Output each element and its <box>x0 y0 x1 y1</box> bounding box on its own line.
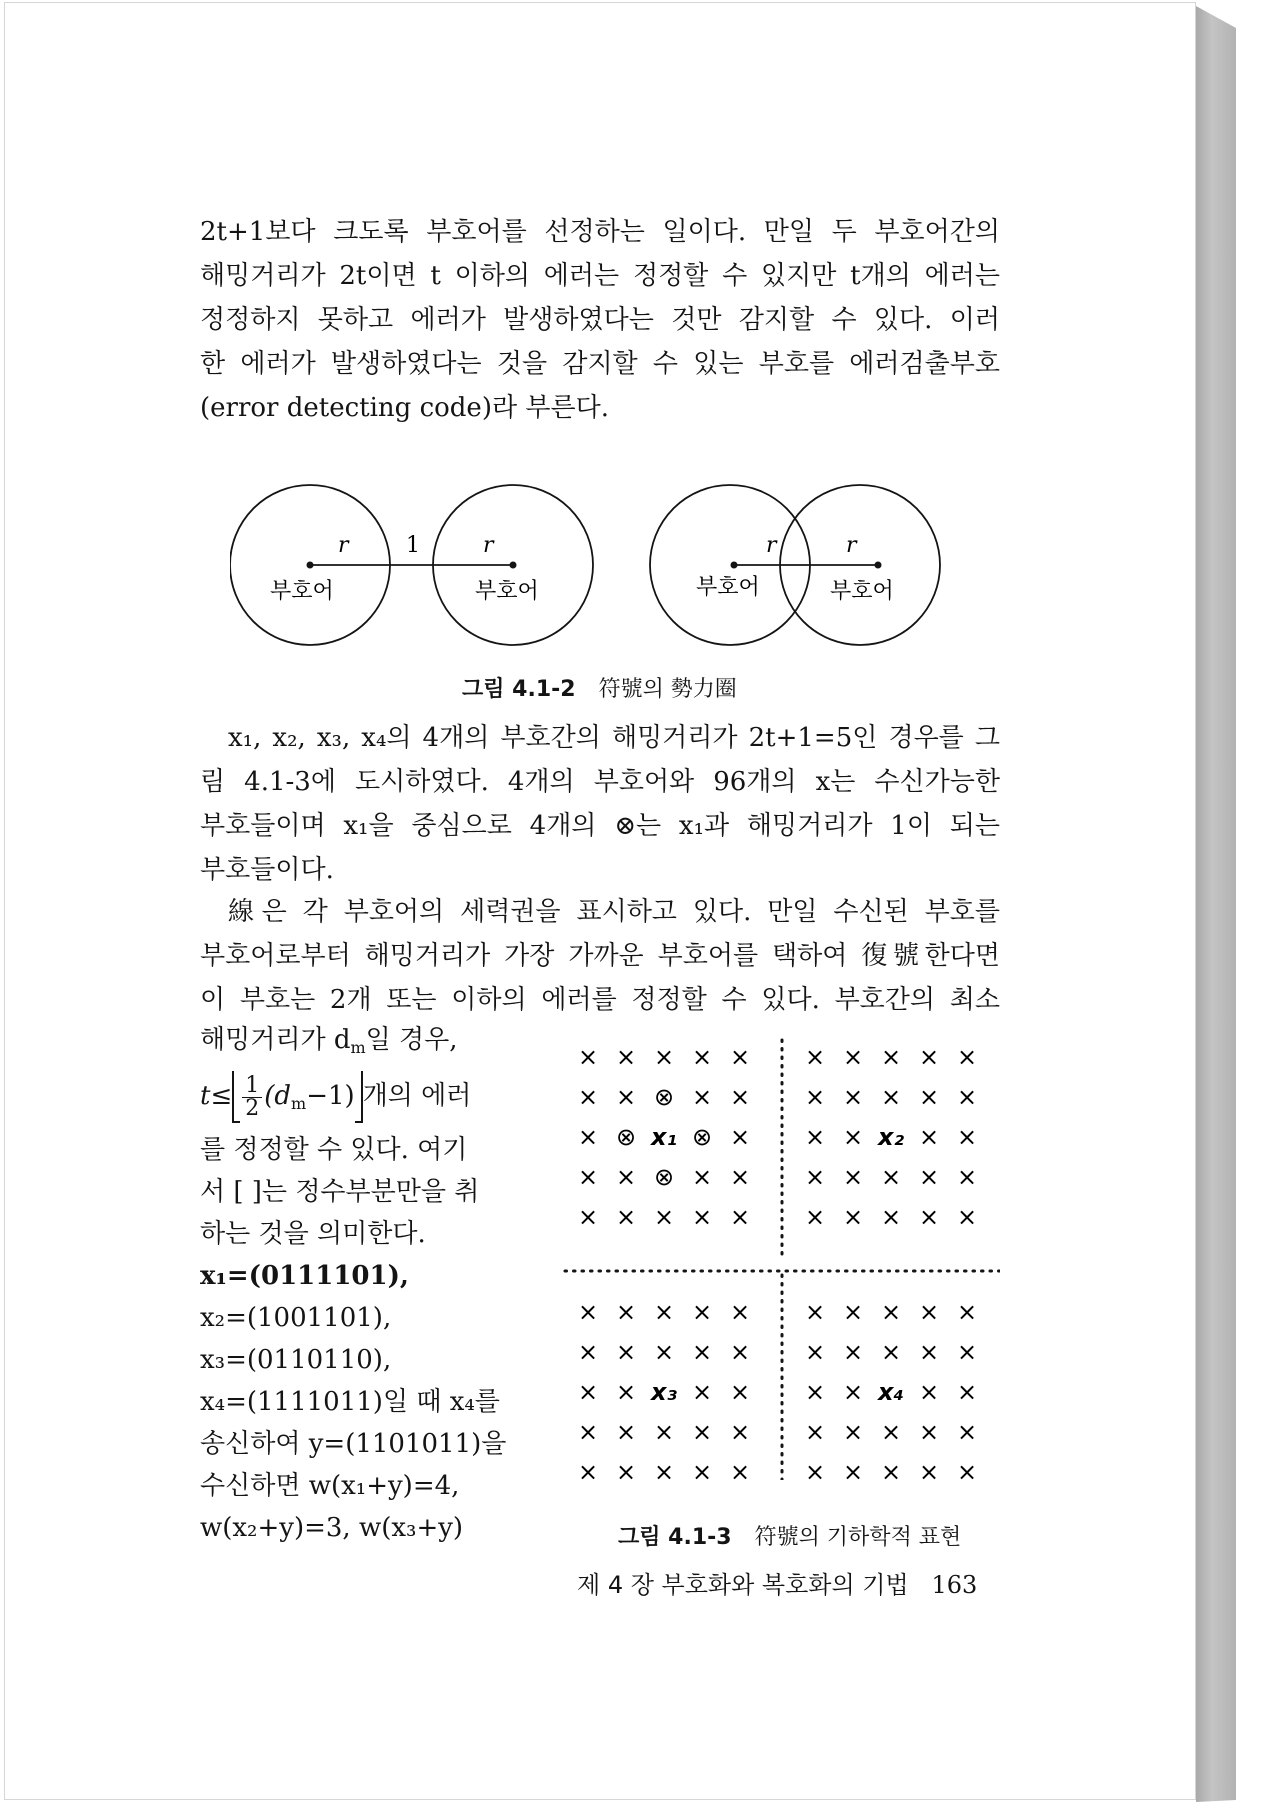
floor-right-bracket <box>355 1071 363 1123</box>
received-word-cross: × <box>956 1123 978 1151</box>
received-word-cross: × <box>691 1203 713 1231</box>
received-word-cross: × <box>577 1043 599 1071</box>
received-word-cross: × <box>842 1298 864 1326</box>
received-word-cross: × <box>842 1378 864 1406</box>
text-segment: 개의 에러 <box>362 1081 472 1111</box>
received-word-cross: × <box>615 1378 637 1406</box>
received-word-cross: × <box>577 1458 599 1480</box>
received-word-cross: × <box>577 1083 599 1111</box>
fraction <box>242 1072 262 1121</box>
left-circle-pair <box>230 485 593 645</box>
received-word-cross: × <box>956 1298 978 1326</box>
received-word-cross: × <box>653 1043 675 1071</box>
paragraph-2-line-4: 부호들이다. <box>200 855 334 885</box>
codeword-geometry-figure <box>560 1030 1000 1480</box>
received-word-cross: × <box>804 1043 826 1071</box>
figure-4-1-2-caption <box>462 672 737 703</box>
received-word-cross: × <box>918 1043 940 1071</box>
received-word-cross: × <box>956 1043 978 1071</box>
received-word-cross: × <box>918 1378 940 1406</box>
codeword-x1-definition: x₁=(0111101), <box>200 1261 409 1291</box>
received-word-cross: × <box>653 1458 675 1480</box>
received-word-cross: × <box>918 1298 940 1326</box>
received-word-cross: × <box>691 1163 713 1191</box>
gap-label: 1 <box>406 533 420 558</box>
received-word-cross: × <box>918 1458 940 1480</box>
received-word-cross: × <box>918 1123 940 1151</box>
received-word-cross: × <box>577 1163 599 1191</box>
received-word-cross: × <box>729 1338 751 1366</box>
received-word-cross: × <box>956 1203 978 1231</box>
radius-label: r <box>846 533 857 558</box>
floor-left-bracket <box>232 1071 240 1123</box>
received-word-cross: × <box>880 1083 902 1111</box>
received-word-cross: × <box>653 1298 675 1326</box>
caption-number: 그림 4.1-3 <box>618 1525 732 1550</box>
received-word-cross: × <box>691 1378 713 1406</box>
math-expr: −1) <box>306 1081 355 1111</box>
received-word-cross: × <box>729 1083 751 1111</box>
left-column-line-12: w(x₂+y)=3, w(x₃+y) <box>200 1513 464 1543</box>
received-word-cross: × <box>691 1338 713 1366</box>
left-column-line-1 <box>200 1020 520 1068</box>
left-column-line-10: 송신하여 y=(1101011)을 <box>200 1429 507 1459</box>
received-word-cross: × <box>577 1378 599 1406</box>
received-word-cross: × <box>804 1418 826 1446</box>
codeword-x2-definition: x₂=(1001101), <box>200 1303 392 1333</box>
received-word-cross: × <box>880 1338 902 1366</box>
codeword-label: x₁ <box>651 1123 677 1151</box>
paragraph-1-line-1: 2t+1보다 크도록 부호어를 선정하는 일이다. 만일 두 부호어간의 <box>200 217 1000 247</box>
caption-number: 그림 4.1-2 <box>462 677 576 702</box>
codeword-label: 부호어 <box>475 579 539 604</box>
received-word-cross: × <box>804 1123 826 1151</box>
received-word-cross: × <box>804 1083 826 1111</box>
received-word-cross: × <box>842 1458 864 1480</box>
codeword-label: 부호어 <box>696 575 760 600</box>
left-column-line-4: 서 [ ]는 정수부분만을 취 <box>200 1177 480 1207</box>
right-circle-pair <box>650 485 940 645</box>
paragraph-2-line-2: 림 4.1-3에 도시하였다. 4개의 부호어와 96개의 x는 수신가능한 <box>200 767 1000 797</box>
subscript: m <box>291 1094 307 1113</box>
received-word-cross: × <box>729 1298 751 1326</box>
grid-cells <box>578 1043 977 1480</box>
received-word-cross: × <box>577 1123 599 1151</box>
text-segment: 일 경우, <box>365 1025 458 1055</box>
figure-4-1-3-caption <box>618 1520 961 1551</box>
codeword-label: x₃ <box>651 1378 677 1406</box>
paragraph-1-line-4: 한 에러가 발생하였다는 것을 감지할 수 있는 부호를 에러검출부호 <box>200 349 1000 379</box>
received-word-cross: × <box>804 1338 826 1366</box>
received-word-cross: × <box>804 1458 826 1480</box>
received-word-cross: × <box>956 1378 978 1406</box>
caption-text: 符號의 기하학적 표현 <box>754 1525 962 1550</box>
paragraph-3-line-2: 부호어로부터 해밍거리가 가장 가까운 부호어를 택하여 復號한다면 <box>200 941 1000 971</box>
subscript: m <box>350 1038 366 1057</box>
page-number: 163 <box>931 1571 978 1599</box>
paragraph-2-line-1: x₁, x₂, x₃, x₄의 4개의 부호간의 해밍거리가 2t+1=5인 경우를 그 <box>228 723 1000 753</box>
distance-one-marker: ⊗ <box>691 1123 713 1151</box>
received-word-cross: × <box>842 1338 864 1366</box>
fraction-numerator: 1 <box>242 1075 262 1098</box>
caption-text: 符號의 勢力圈 <box>598 677 737 702</box>
codeword-label: x₂ <box>878 1123 904 1151</box>
distance-one-marker: ⊗ <box>615 1123 637 1151</box>
received-word-cross: × <box>615 1338 637 1366</box>
paragraph-1-line-2: 해밍거리가 2t이면 t 이하의 에러는 정정할 수 있지만 t개의 에러는 <box>200 261 1000 291</box>
codeword-point <box>510 562 517 569</box>
received-word-cross: × <box>880 1163 902 1191</box>
received-word-cross: × <box>956 1418 978 1446</box>
radius-label: r <box>338 533 349 558</box>
sphere-of-influence-figure <box>230 480 950 650</box>
received-word-cross: × <box>880 1203 902 1231</box>
received-word-cross: × <box>615 1163 637 1191</box>
received-word-cross: × <box>729 1203 751 1231</box>
running-header: 제 4 장 부호화와 복호화의 기법 <box>577 1571 909 1599</box>
received-word-cross: × <box>615 1458 637 1480</box>
codeword-x4-definition: x₄=(1111011)일 때 x₄를 <box>200 1387 500 1417</box>
received-word-cross: × <box>691 1298 713 1326</box>
received-word-cross: × <box>918 1083 940 1111</box>
codeword-x3-definition: x₃=(0110110), <box>200 1345 392 1375</box>
paragraph-1-line-3: 정정하지 못하고 에러가 발생하였다는 것만 감지할 수 있다. 이러 <box>200 305 1000 335</box>
received-word-cross: × <box>918 1338 940 1366</box>
received-word-cross: × <box>615 1203 637 1231</box>
page-edge-shadow <box>1196 6 1236 1802</box>
codeword-label: 부호어 <box>270 579 334 604</box>
left-column-line-11: 수신하면 w(x₁+y)=4, <box>200 1471 460 1501</box>
received-word-cross: × <box>615 1043 637 1071</box>
received-word-cross: × <box>729 1378 751 1406</box>
received-word-cross: × <box>804 1298 826 1326</box>
received-word-cross: × <box>918 1418 940 1446</box>
codeword-point <box>307 562 314 569</box>
received-word-cross: × <box>956 1163 978 1191</box>
text-segment: 해밍거리가 d <box>200 1025 351 1055</box>
received-word-cross: × <box>804 1203 826 1231</box>
received-word-cross: × <box>804 1378 826 1406</box>
left-column-line-3: 를 정정할 수 있다. 여기 <box>200 1135 468 1165</box>
received-word-cross: × <box>691 1458 713 1480</box>
received-word-cross: × <box>956 1338 978 1366</box>
received-word-cross: × <box>691 1043 713 1071</box>
received-word-cross: × <box>653 1418 675 1446</box>
received-word-cross: × <box>729 1418 751 1446</box>
paragraph-3-line-3: 이 부호는 2개 또는 이하의 에러를 정정할 수 있다. 부호간의 최소 <box>200 985 1000 1015</box>
received-word-cross: × <box>842 1083 864 1111</box>
received-word-cross: × <box>577 1203 599 1231</box>
received-word-cross: × <box>577 1338 599 1366</box>
received-word-cross: × <box>615 1083 637 1111</box>
received-word-cross: × <box>691 1083 713 1111</box>
paragraph-2-line-3: 부호들이며 x₁을 중심으로 4개의 ⊗는 x₁과 해밍거리가 1이 되는 <box>200 811 1000 841</box>
left-column-line-5: 하는 것을 의미한다. <box>200 1219 426 1249</box>
received-word-cross: × <box>577 1418 599 1446</box>
left-column-line-2-floor-formula <box>200 1066 520 1126</box>
received-word-cross: × <box>729 1163 751 1191</box>
received-word-cross: × <box>956 1083 978 1111</box>
received-word-cross: × <box>956 1458 978 1480</box>
received-word-cross: × <box>653 1203 675 1231</box>
codeword-point <box>731 562 738 569</box>
codeword-point <box>875 562 882 569</box>
codeword-label: x₄ <box>878 1378 904 1406</box>
received-word-cross: × <box>842 1123 864 1151</box>
math-expr: (d <box>264 1081 292 1111</box>
received-word-cross: × <box>653 1338 675 1366</box>
distance-one-marker: ⊗ <box>653 1083 675 1111</box>
codeword-label: 부호어 <box>830 579 894 604</box>
received-word-cross: × <box>880 1298 902 1326</box>
received-word-cross: × <box>842 1043 864 1071</box>
received-word-cross: × <box>729 1123 751 1151</box>
received-word-cross: × <box>729 1043 751 1071</box>
math-t: t≤ <box>200 1081 233 1111</box>
received-word-cross: × <box>918 1163 940 1191</box>
received-word-cross: × <box>615 1418 637 1446</box>
radius-label: r <box>483 533 494 558</box>
received-word-cross: × <box>880 1418 902 1446</box>
received-word-cross: × <box>918 1203 940 1231</box>
received-word-cross: × <box>729 1458 751 1480</box>
distance-one-marker: ⊗ <box>653 1163 675 1191</box>
fraction-denominator: 2 <box>245 1095 260 1121</box>
paragraph-1-line-5: (error detecting code)라 부른다. <box>200 393 609 423</box>
paragraph-3-line-1: 線은 각 부호어의 세력권을 표시하고 있다. 만일 수신된 부호를 <box>228 897 1000 927</box>
received-word-cross: × <box>842 1418 864 1446</box>
received-word-cross: × <box>842 1163 864 1191</box>
received-word-cross: × <box>577 1298 599 1326</box>
received-word-cross: × <box>880 1043 902 1071</box>
received-word-cross: × <box>880 1458 902 1480</box>
radius-label: r <box>766 533 777 558</box>
received-word-cross: × <box>804 1163 826 1191</box>
received-word-cross: × <box>691 1418 713 1446</box>
received-word-cross: × <box>842 1203 864 1231</box>
received-word-cross: × <box>615 1298 637 1326</box>
page-footer <box>577 1565 977 1600</box>
